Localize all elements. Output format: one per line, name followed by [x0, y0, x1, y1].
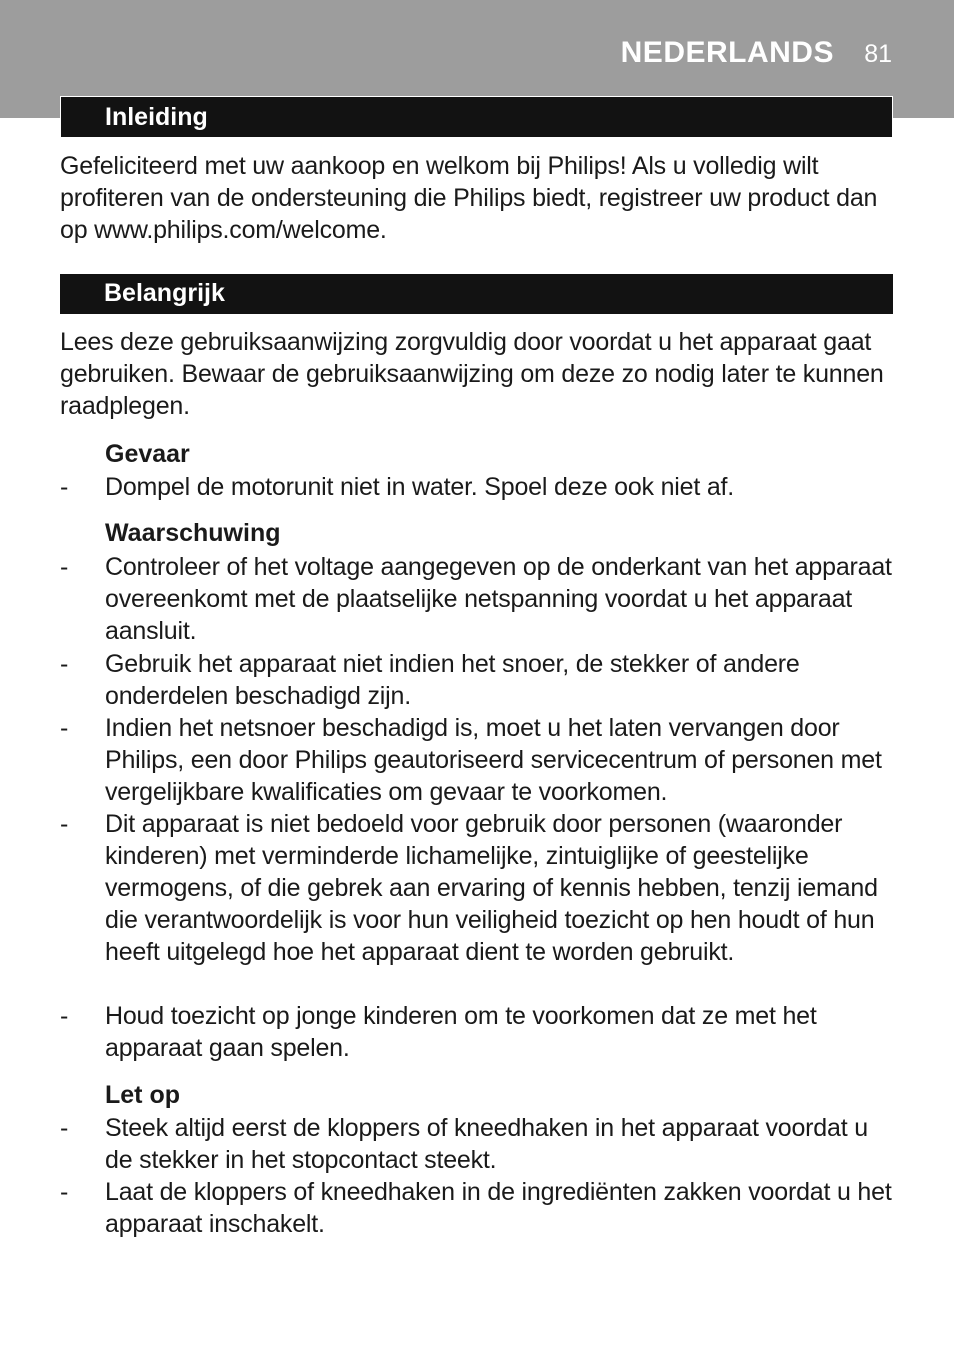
bullet-dash: - [60, 473, 69, 501]
list-item [60, 1112, 900, 1176]
subheading-caution: Let op [105, 1081, 180, 1109]
important-paragraph: Lees deze gebruiksaanwijzing zorgvuldig door voordat u het apparaat gaat gebruiken. Bewaar de gebruiksaanwijzing om deze zo nodig later te kunnen raadplegen. [60, 328, 884, 420]
list-item-text: Gebruik het apparaat niet indien het snoer, de stekker of andere onderdelen beschadigd zijn. [105, 650, 800, 710]
subheading-warning: Waarschuwing [105, 519, 281, 547]
list-item-text: Laat de kloppers of kneedhaken in de ingrediënten zakken voordat u het apparaat inschakelt. [105, 1178, 892, 1238]
list-item [60, 471, 900, 503]
page-number: 81 [864, 40, 892, 68]
list-item-text: Steek altijd eerst de kloppers of kneedhaken in het apparaat voordat u de stekker in het stopcontact steekt. [105, 1114, 868, 1174]
list-item [60, 1000, 900, 1064]
subheading-danger: Gevaar [105, 440, 190, 468]
bullet-dash: - [60, 810, 69, 838]
intro-paragraph: Gefeliciteerd met uw aankoop en welkom bij Philips! Als u volledig wilt profiteren van de ondersteuning die Philips biedt, registreer uw product dan op www.philips.com/welcome. [60, 152, 878, 244]
bullet-dash: - [60, 1178, 69, 1206]
list-item-text: Controleer of het voltage aangegeven op de onderkant van het apparaat overeenkomt met de plaatselijke netspanning voordat u het apparaat aansluit. [105, 553, 892, 645]
bullet-dash: - [60, 714, 69, 742]
list-item-text: Houd toezicht op jonge kinderen om te voorkomen dat ze met het apparaat gaan spelen. [105, 1002, 817, 1062]
list-item [60, 551, 900, 647]
list-item [60, 808, 900, 968]
list-item-text: Indien het netsnoer beschadigd is, moet u het laten vervangen door Philips, een door Philips geautoriseerd servicecentrum of personen met vergelijkbare kwalificaties om gevaar te voorkomen. [105, 714, 882, 806]
section-bar-important [60, 274, 893, 314]
section-title-important: Belangrijk [104, 279, 225, 307]
bullet-dash: - [60, 1002, 69, 1030]
language-label: NEDERLANDS [620, 36, 834, 69]
list-item-text: Dompel de motorunit niet in water. Spoel deze ook niet af. [105, 473, 735, 501]
list-item-text: Dit apparaat is niet bedoeld voor gebruik door personen (waaronder kinderen) met verminderde lichamelijke, zintuiglijke of geestelijke vermogens, of die gebrek aan ervaring of kennis hebben, tenzij iemand die verantwoordelijk is voor hun veiligheid toezicht op hen houdt of hun heeft uitgelegd hoe het apparaat dient te worden gebruikt. [105, 810, 878, 966]
list-item [60, 648, 900, 712]
bullet-dash: - [60, 553, 69, 581]
list-item [60, 712, 900, 808]
bullet-dash: - [60, 1114, 69, 1142]
section-bar-intro [60, 96, 893, 138]
list-item [60, 1176, 900, 1240]
bullet-dash: - [60, 650, 69, 678]
section-title-intro: Inleiding [105, 103, 208, 131]
